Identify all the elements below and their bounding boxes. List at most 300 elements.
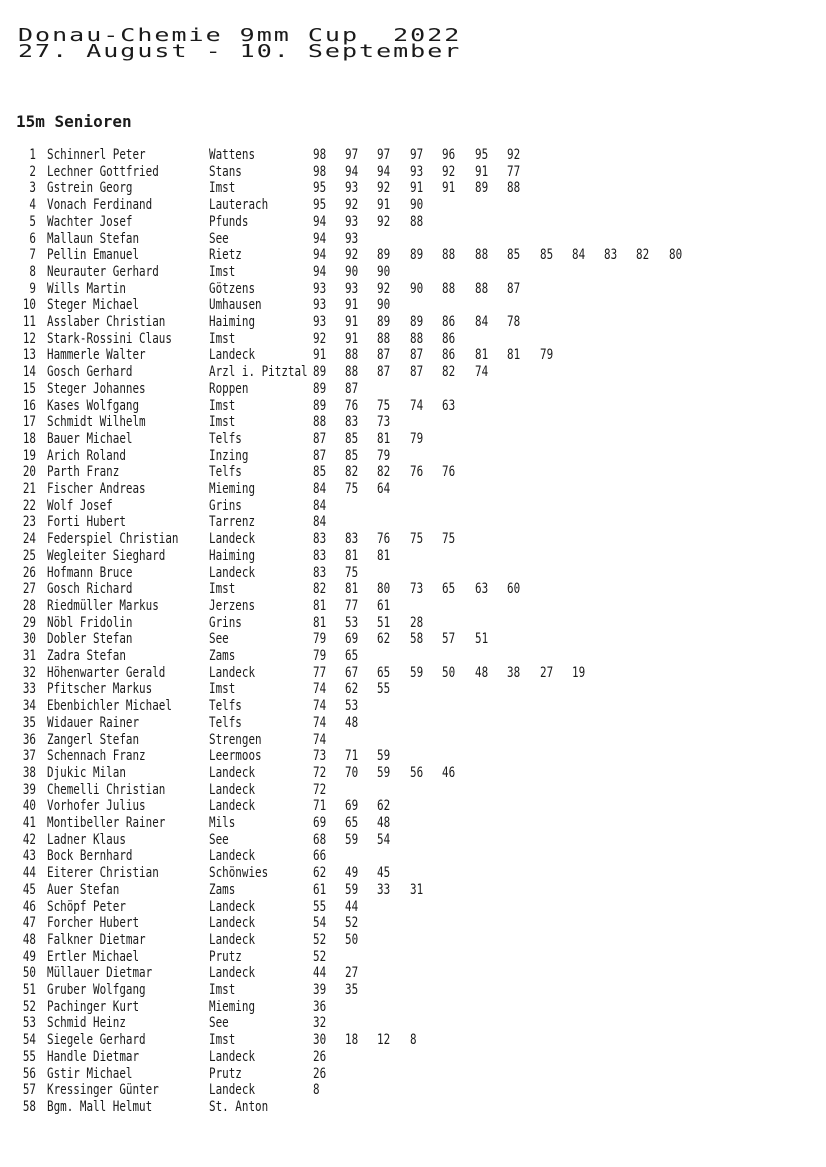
score-value: 48 [345, 714, 359, 731]
rank-number: 2 [29, 163, 36, 180]
shooter-name: Wolf Josef [47, 497, 113, 514]
score-value: 74 [313, 698, 327, 715]
rank-number: 45 [22, 881, 36, 898]
score-value: 48 [377, 815, 391, 831]
score-value: 92 [442, 163, 456, 180]
rank-number: 32 [22, 664, 36, 681]
score-value: 93 [345, 213, 359, 230]
rank-number: 1 [29, 147, 36, 163]
score-value: 93 [313, 314, 327, 330]
score-value: 62 [345, 681, 359, 698]
score-value: 82 [345, 464, 359, 481]
score-value: 18 [345, 1032, 359, 1049]
score-value: 79 [377, 447, 391, 464]
club-name: Rietz [209, 247, 242, 264]
score-value: 83 [313, 547, 327, 564]
table-row [0, 1049, 826, 1065]
rank-number: 24 [22, 531, 36, 548]
score-value: 89 [313, 380, 327, 397]
score-value: 87 [410, 364, 424, 381]
shooter-name: Gruber Wolfgang [47, 982, 146, 998]
score-value: 33 [377, 881, 391, 898]
shooter-name: Ladner Klaus [47, 831, 126, 848]
score-value: 31 [410, 881, 424, 898]
score-value: 61 [313, 881, 327, 898]
score-value: 91 [377, 197, 391, 214]
table-row [0, 314, 826, 330]
score-value: 59 [377, 748, 391, 765]
club-name: Zams [209, 881, 236, 898]
shooter-name: Wachter Josef [47, 213, 133, 230]
table-row [0, 531, 826, 547]
rank-number: 43 [22, 848, 36, 865]
shooter-name: Schöpf Peter [47, 898, 126, 915]
club-name: Landeck [209, 531, 256, 548]
score-value: 67 [345, 664, 359, 681]
score-value: 94 [313, 230, 327, 247]
rank-number: 31 [22, 648, 36, 664]
score-value: 81 [377, 547, 391, 564]
score-value: 74 [475, 364, 489, 381]
table-row [0, 414, 826, 430]
score-value: 36 [313, 998, 327, 1015]
score-value: 94 [313, 247, 327, 264]
score-value: 83 [345, 414, 359, 431]
club-name: Landeck [209, 564, 256, 581]
shooter-name: Gstir Michael [47, 1065, 133, 1082]
score-value: 59 [345, 881, 359, 898]
table-row [0, 598, 826, 614]
shooter-name: Wegleiter Sieghard [47, 547, 166, 564]
score-value: 69 [313, 815, 327, 831]
score-value: 91 [410, 180, 424, 197]
score-value: 83 [313, 564, 327, 581]
shooter-name: Forti Hubert [47, 514, 126, 531]
score-value: 46 [442, 764, 456, 781]
score-value: 97 [410, 147, 424, 163]
rank-number: 47 [22, 915, 36, 932]
score-value: 87 [313, 447, 327, 464]
table-row [0, 164, 826, 180]
score-value: 93 [345, 280, 359, 297]
shooter-name: Gosch Richard [47, 581, 133, 598]
rank-number: 27 [22, 581, 36, 598]
shooter-name: Bgm. Mall Helmut [47, 1098, 153, 1115]
club-name: Landeck [209, 798, 256, 815]
club-name: Imst [209, 180, 236, 197]
table-row [0, 231, 826, 247]
table-row [0, 347, 826, 363]
score-value: 62 [377, 631, 391, 648]
rank-number: 53 [22, 1015, 36, 1032]
table-row [0, 398, 826, 414]
club-name: See [209, 631, 229, 648]
score-value: 74 [410, 397, 424, 414]
shooter-name: Pellin Emanuel [47, 247, 140, 264]
score-value: 81 [313, 597, 327, 614]
score-value: 93 [313, 297, 327, 314]
table-row [0, 514, 826, 530]
club-name: Umhausen [209, 297, 262, 314]
score-value: 56 [410, 764, 424, 781]
document-subtitle-dates: 27. August - 10. September [18, 40, 462, 62]
shooter-name: Federspiel Christian [47, 531, 179, 548]
score-value: 65 [345, 648, 359, 664]
club-name: Arzl i. Pitztal [209, 364, 308, 381]
rank-number: 38 [22, 764, 36, 781]
score-value: 85 [507, 247, 521, 264]
club-name: Mils [209, 815, 236, 831]
table-row [0, 1066, 826, 1082]
shooter-name: Hammerle Walter [47, 347, 146, 364]
score-value: 64 [377, 481, 391, 497]
shooter-name: Nöbl Fridolin [47, 614, 133, 631]
score-value: 32 [313, 1015, 327, 1032]
rank-number: 48 [22, 931, 36, 948]
rank-number: 4 [29, 197, 36, 214]
shooter-name: Steger Johannes [47, 380, 146, 397]
shooter-name: Ertler Michael [47, 948, 140, 965]
score-value: 82 [313, 581, 327, 598]
club-name: Imst [209, 330, 236, 347]
rank-number: 42 [22, 831, 36, 848]
score-value: 70 [345, 764, 359, 781]
club-name: Telfs [209, 714, 242, 731]
score-value: 81 [507, 347, 521, 364]
score-value: 8 [410, 1032, 417, 1049]
score-value: 88 [442, 247, 456, 264]
score-value: 81 [345, 581, 359, 598]
table-row [0, 832, 826, 848]
club-name: Imst [209, 263, 236, 280]
rank-number: 44 [22, 865, 36, 882]
score-value: 89 [475, 180, 489, 197]
score-value: 76 [377, 531, 391, 548]
rank-number: 29 [22, 614, 36, 631]
score-value: 91 [345, 314, 359, 330]
shooter-name: Riedmüller Markus [47, 597, 159, 614]
table-row [0, 748, 826, 764]
score-value: 75 [345, 564, 359, 581]
table-row [0, 882, 826, 898]
score-value: 89 [313, 397, 327, 414]
club-name: Landeck [209, 915, 256, 932]
score-value: 84 [313, 514, 327, 531]
club-name: Prutz [209, 1065, 242, 1082]
score-value: 74 [313, 731, 327, 748]
shooter-name: Vonach Ferdinand [47, 197, 153, 214]
score-value: 96 [442, 147, 456, 163]
shooter-name: Montibeller Rainer [47, 815, 166, 831]
table-row [0, 865, 826, 881]
table-row [0, 615, 826, 631]
score-value: 35 [345, 982, 359, 998]
score-value: 57 [442, 631, 456, 648]
shooter-name: Kressinger Günter [47, 1082, 159, 1099]
table-row [0, 147, 826, 163]
rank-number: 39 [22, 781, 36, 798]
table-row [0, 765, 826, 781]
score-value: 54 [313, 915, 327, 932]
score-value: 26 [313, 1065, 327, 1082]
table-row [0, 732, 826, 748]
score-value: 26 [313, 1048, 327, 1065]
score-value: 94 [313, 213, 327, 230]
shooter-name: Gosch Gerhard [47, 364, 133, 381]
score-value: 85 [345, 447, 359, 464]
score-value: 90 [410, 280, 424, 297]
score-value: 84 [475, 314, 489, 330]
shooter-name: Mallaun Stefan [47, 230, 140, 247]
table-row [0, 848, 826, 864]
score-value: 90 [377, 297, 391, 314]
score-value: 92 [313, 330, 327, 347]
rank-number: 16 [22, 397, 36, 414]
score-value: 65 [345, 815, 359, 831]
score-value: 71 [345, 748, 359, 765]
table-row [0, 264, 826, 280]
club-name: Prutz [209, 948, 242, 965]
score-value: 53 [345, 698, 359, 715]
score-value: 44 [313, 965, 327, 982]
score-value: 91 [475, 163, 489, 180]
score-value: 62 [313, 865, 327, 882]
score-value: 89 [377, 247, 391, 264]
club-name: Haiming [209, 314, 256, 330]
table-row [0, 1099, 826, 1115]
rank-number: 58 [22, 1098, 36, 1115]
club-name: Landeck [209, 931, 256, 948]
club-name: Imst [209, 982, 236, 998]
score-value: 76 [345, 397, 359, 414]
score-value: 93 [410, 163, 424, 180]
club-name: St. Anton [209, 1098, 269, 1115]
score-value: 84 [313, 481, 327, 497]
club-name: Lauterach [209, 197, 269, 214]
score-value: 71 [313, 798, 327, 815]
shooter-name: Forcher Hubert [47, 915, 140, 932]
score-value: 93 [345, 180, 359, 197]
score-value: 82 [442, 364, 456, 381]
score-value: 53 [345, 614, 359, 631]
rank-number: 30 [22, 631, 36, 648]
club-name: Jerzens [209, 597, 256, 614]
shooter-name: Kases Wolfgang [47, 397, 140, 414]
shooter-name: Fischer Andreas [47, 481, 146, 497]
score-value: 79 [540, 347, 554, 364]
rank-number: 15 [22, 380, 36, 397]
club-name: Imst [209, 397, 236, 414]
club-name: Landeck [209, 898, 256, 915]
score-value: 83 [313, 531, 327, 548]
table-row [0, 665, 826, 681]
club-name: Landeck [209, 664, 256, 681]
score-value: 91 [345, 330, 359, 347]
score-value: 66 [313, 848, 327, 865]
score-value: 95 [475, 147, 489, 163]
club-name: Stans [209, 163, 242, 180]
table-row [0, 281, 826, 297]
score-value: 45 [377, 865, 391, 882]
score-value: 85 [345, 430, 359, 447]
table-row [0, 331, 826, 347]
score-value: 88 [507, 180, 521, 197]
shooter-name: Neurauter Gerhard [47, 263, 159, 280]
shooter-name: Parth Franz [47, 464, 120, 481]
score-value: 97 [345, 147, 359, 163]
club-name: Tarrenz [209, 514, 256, 531]
score-value: 44 [345, 898, 359, 915]
club-name: Landeck [209, 965, 256, 982]
club-name: Haiming [209, 547, 256, 564]
score-value: 50 [345, 931, 359, 948]
shooter-name: Djukic Milan [47, 764, 126, 781]
score-value: 95 [313, 197, 327, 214]
shooter-name: Höhenwarter Gerald [47, 664, 166, 681]
table-row [0, 180, 826, 196]
rank-number: 11 [22, 314, 36, 330]
shooter-name: Zangerl Stefan [47, 731, 140, 748]
shooter-name: Hofmann Bruce [47, 564, 133, 581]
shooter-name: Schennach Franz [47, 748, 146, 765]
score-value: 89 [410, 314, 424, 330]
table-row [0, 247, 826, 263]
score-value: 76 [410, 464, 424, 481]
score-value: 75 [410, 531, 424, 548]
club-name: Roppen [209, 380, 249, 397]
score-value: 73 [410, 581, 424, 598]
score-value: 74 [313, 714, 327, 731]
score-value: 79 [313, 631, 327, 648]
table-row [0, 798, 826, 814]
club-name: Wattens [209, 147, 256, 163]
score-value: 92 [377, 213, 391, 230]
score-value: 87 [377, 347, 391, 364]
score-value: 27 [540, 664, 554, 681]
score-value: 59 [377, 764, 391, 781]
table-row [0, 197, 826, 213]
score-value: 28 [410, 614, 424, 631]
table-row [0, 481, 826, 497]
club-name: Landeck [209, 781, 256, 798]
score-value: 75 [442, 531, 456, 548]
rank-number: 52 [22, 998, 36, 1015]
score-value: 79 [410, 430, 424, 447]
club-name: Pfunds [209, 213, 249, 230]
score-value: 65 [442, 581, 456, 598]
table-row [0, 464, 826, 480]
table-row [0, 297, 826, 313]
table-row [0, 498, 826, 514]
shooter-name: Schmidt Wilhelm [47, 414, 146, 431]
table-row [0, 448, 826, 464]
score-value: 90 [377, 263, 391, 280]
club-name: Telfs [209, 430, 242, 447]
table-row [0, 932, 826, 948]
score-value: 80 [377, 581, 391, 598]
club-name: Grins [209, 614, 242, 631]
shooter-name: Siegele Gerhard [47, 1032, 146, 1049]
table-row [0, 782, 826, 798]
shooter-name: Falkner Dietmar [47, 931, 146, 948]
score-value: 58 [410, 631, 424, 648]
shooter-name: Stark-Rossini Claus [47, 330, 172, 347]
table-row [0, 381, 826, 397]
rank-number: 3 [29, 180, 36, 197]
score-value: 76 [442, 464, 456, 481]
score-value: 73 [313, 748, 327, 765]
club-name: Götzens [209, 280, 256, 297]
score-value: 83 [604, 247, 618, 264]
club-name: Landeck [209, 1082, 256, 1099]
table-row [0, 715, 826, 731]
score-value: 84 [313, 497, 327, 514]
score-value: 75 [377, 397, 391, 414]
shooter-name: Lechner Gottfried [47, 163, 159, 180]
shooter-name: Bock Bernhard [47, 848, 133, 865]
rank-number: 57 [22, 1082, 36, 1099]
club-name: See [209, 230, 229, 247]
rank-number: 19 [22, 447, 36, 464]
club-name: See [209, 831, 229, 848]
rank-number: 49 [22, 948, 36, 965]
shooter-name: Arich Roland [47, 447, 126, 464]
score-value: 77 [313, 664, 327, 681]
club-name: Imst [209, 1032, 236, 1049]
score-value: 87 [345, 380, 359, 397]
score-value: 63 [442, 397, 456, 414]
rank-number: 34 [22, 698, 36, 715]
table-row [0, 631, 826, 647]
score-value: 69 [345, 631, 359, 648]
score-value: 88 [345, 364, 359, 381]
rank-number: 18 [22, 430, 36, 447]
score-value: 39 [313, 982, 327, 998]
score-value: 82 [377, 464, 391, 481]
table-row [0, 965, 826, 981]
score-value: 89 [410, 247, 424, 264]
score-value: 30 [313, 1032, 327, 1049]
shooter-name: Widauer Rainer [47, 714, 140, 731]
rank-number: 36 [22, 731, 36, 748]
shooter-name: Müllauer Dietmar [47, 965, 153, 982]
score-value: 92 [377, 280, 391, 297]
club-name: Landeck [209, 848, 256, 865]
table-row [0, 915, 826, 931]
score-value: 52 [313, 948, 327, 965]
score-value: 81 [377, 430, 391, 447]
shooter-name: Schinnerl Peter [47, 147, 146, 163]
table-row [0, 949, 826, 965]
score-value: 78 [507, 314, 521, 330]
score-value: 90 [345, 263, 359, 280]
club-name: Imst [209, 681, 236, 698]
shooter-name: Pachinger Kurt [47, 998, 140, 1015]
table-row [0, 899, 826, 915]
rank-number: 8 [29, 263, 36, 280]
score-value: 98 [313, 163, 327, 180]
score-value: 62 [377, 798, 391, 815]
score-value: 8 [313, 1082, 320, 1099]
score-value: 51 [377, 614, 391, 631]
score-value: 59 [410, 664, 424, 681]
score-value: 52 [345, 915, 359, 932]
table-row [0, 999, 826, 1015]
score-value: 88 [313, 414, 327, 431]
shooter-name: Gstrein Georg [47, 180, 133, 197]
score-value: 93 [345, 230, 359, 247]
rank-number: 10 [22, 297, 36, 314]
